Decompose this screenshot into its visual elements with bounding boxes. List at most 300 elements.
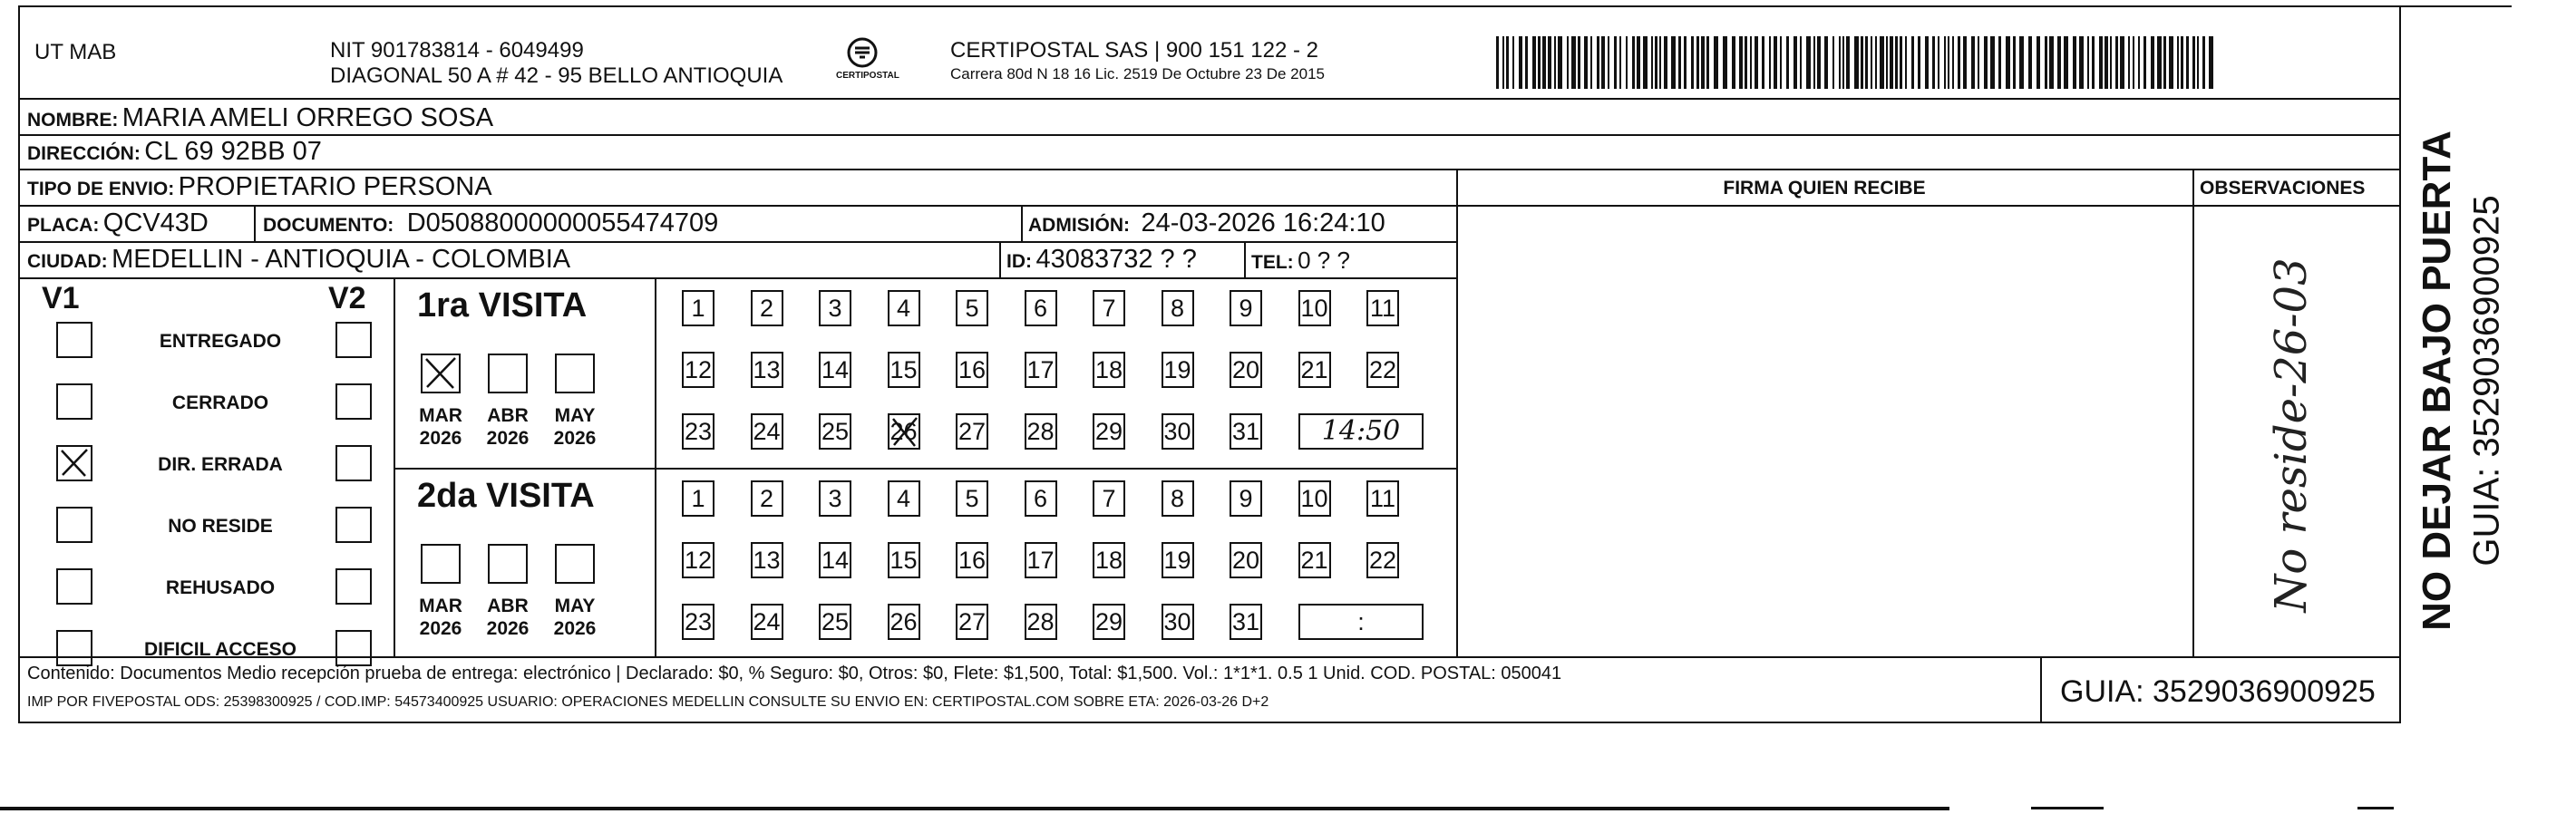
barcode-bar	[1905, 36, 1907, 89]
day-number: 16	[957, 356, 987, 383]
v1-checkbox[interactable]	[56, 445, 92, 481]
barcode-bar	[1659, 36, 1661, 89]
month-year: 2026	[486, 618, 530, 639]
barcode-bar	[2064, 36, 2068, 89]
day-cell[interactable]	[1298, 542, 1331, 578]
barcode-bar	[1590, 36, 1592, 89]
barcode-bar	[2057, 36, 2061, 89]
barcode-bar	[2209, 36, 2213, 89]
barcode-bar	[2133, 36, 2134, 89]
placa-label: PLACA:	[27, 215, 100, 236]
company-address: DIAGONAL 50 A # 42 - 95 BELLO ANTIOQUIA	[330, 63, 783, 88]
day-cell[interactable]	[956, 542, 988, 578]
day-number: 9	[1239, 295, 1253, 322]
day-number: 16	[957, 547, 987, 574]
barcode-bar	[2157, 36, 2162, 89]
day-number: 10	[1300, 485, 1328, 512]
check-x-mark	[58, 447, 91, 480]
v1-checkbox[interactable]	[56, 383, 92, 420]
barcode-bar	[2181, 36, 2183, 89]
day-cell[interactable]	[1230, 352, 1262, 388]
barcode-bar	[1632, 36, 1635, 89]
v2-checkbox[interactable]	[335, 322, 372, 358]
day-cell[interactable]	[751, 542, 783, 578]
barcode-bar	[1706, 36, 1709, 89]
month-year: 2026	[486, 428, 530, 449]
day-cell[interactable]	[888, 480, 920, 517]
barcode-bar	[1532, 36, 1536, 89]
v1-checkbox[interactable]	[56, 322, 92, 358]
barcode-bar	[1865, 36, 1868, 89]
day-cell[interactable]	[1162, 352, 1194, 388]
month-label	[481, 404, 535, 450]
barcode-bar	[1871, 36, 1872, 89]
status-label: DIR. ERRADA	[158, 454, 283, 475]
month-checkbox[interactable]	[421, 544, 461, 584]
certipostal-logo-icon	[831, 34, 894, 89]
barcode-bar	[1496, 36, 1499, 89]
day-cell[interactable]	[1025, 604, 1057, 640]
month-checkbox[interactable]	[421, 354, 461, 393]
v1-checkbox[interactable]	[56, 507, 92, 543]
day-cell[interactable]	[751, 352, 783, 388]
status-label: ENTREGADO	[159, 331, 282, 352]
day-number: 11	[1369, 295, 1396, 322]
day-number: 19	[1163, 356, 1191, 383]
month-checkbox[interactable]	[555, 354, 595, 393]
day-cell[interactable]	[1298, 290, 1331, 326]
day-number: 1	[691, 295, 705, 322]
day-cell[interactable]	[1366, 542, 1399, 578]
admision-value: 24-03-2026 16:24:10	[1141, 208, 1385, 237]
barcode-bar	[2163, 36, 2166, 89]
barcode-bar	[2177, 36, 2179, 89]
observaciones-header: OBSERVACIONES	[2200, 178, 2366, 199]
documento-label: DOCUMENTO:	[263, 215, 394, 236]
day-cell[interactable]	[1298, 480, 1331, 517]
tel-row	[1251, 247, 1350, 275]
barcode-bar	[1925, 36, 1929, 89]
day-cell[interactable]	[956, 480, 988, 517]
id-row	[1006, 245, 1197, 275]
day-cell[interactable]	[682, 290, 714, 326]
barcode-bar	[2045, 36, 2047, 89]
day-cell[interactable]	[1025, 352, 1057, 388]
barcode-bar	[2192, 36, 2195, 89]
direccion-row	[27, 137, 322, 167]
observation-handwriting: No reside-26-03	[2266, 257, 2317, 613]
barcode-bar	[1800, 36, 1802, 89]
nombre-row	[27, 103, 493, 133]
day-number: 21	[1300, 356, 1328, 383]
day-cell[interactable]	[1025, 413, 1057, 450]
carrier-address: Carrera 80d N 18 16 Lic. 2519 De Octubre 23 De 2015	[950, 65, 1325, 82]
day-cell[interactable]	[819, 413, 851, 450]
barcode-bar	[1762, 36, 1764, 89]
day-cell[interactable]	[1230, 604, 1262, 640]
day-number: 1	[691, 485, 705, 512]
day-cell[interactable]	[1366, 480, 1399, 517]
day-cell[interactable]	[1162, 542, 1194, 578]
day-cell[interactable]	[1230, 542, 1262, 578]
admision-label: ADMISIÓN:	[1028, 215, 1130, 236]
day-cell[interactable]	[956, 290, 988, 326]
firma-header: FIRMA QUIEN RECIBE	[1723, 178, 1926, 199]
barcode-bar	[1839, 36, 1841, 89]
barcode-bar	[2138, 36, 2140, 89]
month-checkbox[interactable]	[555, 544, 595, 584]
day-cell[interactable]	[819, 480, 851, 517]
day-cell[interactable]	[1093, 290, 1125, 326]
tipo-label: TIPO DE ENVIO:	[27, 179, 175, 199]
barcode-bar	[1944, 36, 1946, 89]
barcode-bar	[1963, 36, 1967, 89]
day-number: 24	[753, 418, 781, 445]
day-number: 29	[1094, 418, 1123, 445]
day-cell[interactable]	[819, 542, 851, 578]
day-cell[interactable]	[682, 542, 714, 578]
day-number: 10	[1300, 295, 1328, 322]
v1-checkbox[interactable]	[56, 568, 92, 605]
row-line-5	[18, 277, 1456, 279]
month-year: 2026	[419, 618, 462, 639]
barcode-bar	[1678, 36, 1681, 89]
day-cell[interactable]	[819, 290, 851, 326]
day-number: 14	[821, 356, 850, 383]
day-cell[interactable]	[888, 604, 920, 640]
row-line-3	[18, 205, 2399, 207]
day-cell[interactable]	[1162, 604, 1194, 640]
barcode-bar	[2019, 36, 2024, 89]
barcode-bar	[2092, 36, 2095, 89]
day-cell[interactable]	[888, 352, 920, 388]
barcode-bar	[1637, 36, 1640, 89]
month-name: ABR	[487, 405, 529, 426]
barcode-bar	[1895, 36, 1898, 89]
certipostal-logo	[831, 34, 899, 89]
company-nit: NIT 901783814 - 6049499	[330, 38, 584, 63]
month-label	[548, 595, 602, 640]
barcode-bar	[2079, 36, 2084, 89]
status-divider	[394, 277, 395, 656]
day-number: 26	[889, 418, 918, 445]
day-cell[interactable]	[682, 352, 714, 388]
day-cell[interactable]	[751, 290, 783, 326]
tel-label: TEL:	[1251, 252, 1294, 273]
ciudad-value: MEDELLIN - ANTIOQUIA - COLOMBIA	[112, 245, 571, 274]
footer-line-2: IMP POR FIVEPOSTAL ODS: 25398300925 / COD.IMP: 54573400925 USUARIO: OPERACIONES MEDELLIN CONSULTE SU ENVIO EN: CERTIPOSTAL.COM SOBRE ETA: 2026-03-26 D+2	[27, 694, 1269, 710]
logo-text: CERTIPOSTAL	[836, 71, 899, 81]
barcode-bar	[1932, 36, 1935, 89]
day-number: 2	[759, 295, 774, 322]
day-cell[interactable]	[751, 604, 783, 640]
barcode-bar	[1548, 36, 1551, 89]
day-cell[interactable]	[819, 352, 851, 388]
status-label: NO RESIDE	[168, 516, 273, 537]
status-label: REHUSADO	[165, 577, 276, 598]
day-number: 28	[1026, 418, 1055, 445]
month-name: MAY	[554, 596, 596, 616]
day-number: 7	[1102, 485, 1116, 512]
day-number: 27	[957, 608, 987, 635]
barcode-bar	[1842, 36, 1844, 89]
admision-row	[1028, 208, 1385, 238]
day-cell[interactable]	[1366, 352, 1399, 388]
id-value: 43083732 ? ?	[1035, 245, 1197, 274]
day-number: 31	[1231, 418, 1260, 445]
day-number: 26	[889, 608, 918, 635]
barcode-bar	[1723, 36, 1727, 89]
time-value: 14:50	[1321, 415, 1401, 447]
barcode-bar	[2073, 36, 2076, 89]
barcode-bar	[1571, 36, 1576, 89]
v2-checkbox[interactable]	[335, 383, 372, 420]
day-cell[interactable]	[751, 413, 783, 450]
barcode-bar	[1952, 36, 1954, 89]
documento-value: D05088000000055474709	[406, 208, 719, 237]
day-number: 8	[1170, 485, 1185, 512]
month-year: 2026	[553, 618, 597, 639]
id-label: ID:	[1006, 251, 1032, 272]
day-number: 4	[896, 295, 911, 322]
barcode-bar	[1525, 36, 1528, 89]
barcode-bar	[1643, 36, 1648, 89]
barcode-bar	[1886, 36, 1888, 89]
day-cell[interactable]	[1093, 352, 1125, 388]
barcode-bar	[1984, 36, 1988, 89]
barcode-bar	[1854, 36, 1859, 89]
bottom-rule	[18, 722, 2401, 723]
day-number: 27	[957, 418, 987, 445]
month-label	[481, 595, 535, 640]
v2-checkbox[interactable]	[335, 630, 372, 666]
barcode-bar	[1626, 36, 1628, 89]
v2-checkbox[interactable]	[335, 568, 372, 605]
barcode-bar	[1769, 36, 1771, 89]
day-number: 2	[759, 485, 774, 512]
barcode-bar	[1774, 36, 1777, 89]
day-cell[interactable]	[819, 604, 851, 640]
month-checkbox[interactable]	[488, 544, 528, 584]
barcode-bar	[1998, 36, 2001, 89]
barcode-bar	[1732, 36, 1735, 89]
nombre-value: MARIA AMELI ORREGO SOSA	[122, 103, 494, 132]
check-x-mark	[423, 355, 459, 392]
day-cell[interactable]	[1093, 413, 1125, 450]
direccion-label: DIRECCIÓN:	[27, 143, 141, 164]
day-cell[interactable]	[1366, 290, 1399, 326]
day-number: 30	[1163, 608, 1191, 635]
barcode-bar	[2120, 36, 2124, 89]
day-cell[interactable]	[1025, 480, 1057, 517]
day-number: 5	[965, 485, 979, 512]
day-number: 12	[684, 547, 713, 574]
visit-divider	[655, 277, 656, 656]
day-cell[interactable]	[751, 480, 783, 517]
day-number: 24	[753, 608, 781, 635]
day-cell[interactable]	[1093, 480, 1125, 517]
day-cell[interactable]	[956, 352, 988, 388]
month-checkbox[interactable]	[488, 354, 528, 393]
barcode-bar	[1990, 36, 1995, 89]
header-divider	[18, 98, 2399, 100]
barcode-bar	[1861, 36, 1863, 89]
right-rule	[2399, 5, 2401, 722]
day-cell[interactable]	[888, 290, 920, 326]
barcode-bar	[1714, 36, 1718, 89]
day-number: 29	[1094, 608, 1123, 635]
day-cell[interactable]	[1230, 290, 1262, 326]
no-dejar-bajo-puerta: NO DEJAR BAJO PUERTA	[2415, 131, 2459, 631]
footer-divider	[18, 656, 2399, 658]
month-year: 2026	[553, 428, 597, 449]
day-cell[interactable]	[1162, 290, 1194, 326]
left-rule	[18, 5, 20, 722]
day-cell[interactable]	[1230, 413, 1262, 450]
placa-row	[27, 208, 209, 238]
barcode-bar	[1512, 36, 1514, 89]
day-cell[interactable]	[1298, 352, 1331, 388]
day-number: 12	[684, 356, 713, 383]
barcode-bar	[1567, 36, 1569, 89]
firma-divider	[1456, 169, 1458, 656]
day-cell[interactable]	[956, 604, 988, 640]
barcode-bar	[1519, 36, 1522, 89]
barcode-bar	[1597, 36, 1599, 89]
barcode-bar	[1900, 36, 1902, 89]
time-value: :	[1357, 608, 1365, 635]
barcode-bar	[1655, 36, 1657, 89]
barcode-bar	[1750, 36, 1752, 89]
time-field[interactable]	[1298, 413, 1424, 450]
day-cell[interactable]	[888, 413, 920, 450]
barcode-bar	[1584, 36, 1588, 89]
day-number: 14	[821, 547, 850, 574]
barcode-bar	[1701, 36, 1705, 89]
month-label	[413, 404, 468, 450]
day-number: 25	[821, 418, 850, 445]
day-number: 13	[753, 547, 781, 574]
day-cell[interactable]	[1162, 413, 1194, 450]
day-cell[interactable]	[1093, 542, 1125, 578]
month-year: 2026	[419, 428, 462, 449]
day-number: 22	[1368, 356, 1397, 383]
day-cell[interactable]	[682, 604, 714, 640]
barcode-bar	[1918, 36, 1920, 89]
barcode-bar	[1684, 36, 1687, 89]
day-cell[interactable]	[1162, 480, 1194, 517]
visit-title: 1ra VISITA	[417, 286, 588, 325]
barcode-bar	[2049, 36, 2054, 89]
day-number: 15	[889, 547, 918, 574]
barcode-bar	[1502, 36, 1504, 89]
barcode-bar	[2036, 36, 2040, 89]
v2-checkbox[interactable]	[335, 507, 372, 543]
check-x-mark	[889, 415, 920, 450]
page-bottom-line-far	[2357, 807, 2394, 809]
obs-divider	[2192, 169, 2194, 656]
time-field[interactable]	[1298, 604, 1424, 640]
day-number: 21	[1300, 547, 1328, 574]
barcode-bar	[1506, 36, 1509, 89]
barcode-bar	[1978, 36, 1979, 89]
barcode-bar	[1880, 36, 1884, 89]
side-guia: GUIA: 3529036900925	[2466, 195, 2507, 567]
day-number: 18	[1094, 356, 1123, 383]
footer-line-1: Contenido: Documentos Medio recepción prueba de entrega: electrónico | Declarado: $0, % Seguro: $0, Otros: $0, Flete: $1,500, Total: $1,500. Vol.: 1*1*1. 0.5 1 Unid. COD. POSTAL: 050041	[27, 664, 1562, 683]
nombre-label: NOMBRE:	[27, 110, 119, 131]
tipo-value: PROPIETARIO PERSONA	[178, 172, 492, 201]
day-number: 4	[896, 485, 911, 512]
day-number: 3	[828, 295, 842, 322]
row-line-4	[18, 241, 1456, 243]
footer-guia-divider	[2040, 656, 2042, 722]
barcode-bar	[1538, 36, 1541, 89]
v1-label: V1	[42, 281, 80, 315]
barcode-bar	[1806, 36, 1811, 89]
direccion-value: CL 69 92BB 07	[144, 137, 322, 166]
day-cell[interactable]	[1230, 480, 1262, 517]
footer-guia: GUIA: 3529036900925	[2060, 674, 2376, 709]
row-line-2	[18, 169, 2399, 170]
barcode-bar	[1971, 36, 1975, 89]
id-divider	[999, 241, 1001, 277]
ciudad-row	[27, 245, 570, 275]
barcode-bar	[1817, 36, 1821, 89]
row-line-1	[18, 134, 2399, 136]
ciudad-label: CIUDAD:	[27, 251, 108, 272]
day-cell[interactable]	[1025, 542, 1057, 578]
barcode-bar	[1780, 36, 1782, 89]
barcode-bar	[1832, 36, 1834, 89]
barcode-bar	[1608, 36, 1609, 89]
day-cell[interactable]	[1093, 604, 1125, 640]
day-number: 23	[684, 608, 713, 635]
month-name: ABR	[487, 596, 529, 616]
day-cell[interactable]	[956, 413, 988, 450]
day-number: 30	[1163, 418, 1191, 445]
day-number: 17	[1026, 547, 1055, 574]
barcode-bar	[1911, 36, 1914, 89]
day-cell[interactable]	[682, 413, 714, 450]
barcode-bar	[1671, 36, 1676, 89]
tipo-row	[27, 172, 492, 202]
v2-checkbox[interactable]	[335, 445, 372, 481]
day-number: 25	[821, 608, 850, 635]
barcode-bar	[1578, 36, 1580, 89]
day-cell[interactable]	[682, 480, 714, 517]
v2-label: V2	[328, 281, 366, 315]
day-cell[interactable]	[1025, 290, 1057, 326]
month-label	[548, 404, 602, 450]
day-number: 18	[1094, 547, 1123, 574]
carrier-name: CERTIPOSTAL SAS | 900 151 122 - 2	[950, 38, 1318, 63]
barcode-bar	[1824, 36, 1828, 89]
day-cell[interactable]	[888, 542, 920, 578]
barcode-bar	[2128, 36, 2130, 89]
month-label	[413, 595, 468, 640]
status-label: CERRADO	[171, 392, 269, 413]
day-number: 15	[889, 356, 918, 383]
v1-checkbox[interactable]	[56, 630, 92, 666]
barcode-bar	[1554, 36, 1556, 89]
barcode-bar	[2099, 36, 2103, 89]
tel-value: 0 ? ?	[1298, 247, 1350, 274]
day-number: 31	[1231, 608, 1260, 635]
barcode-bar	[1696, 36, 1699, 89]
barcode-bar	[1542, 36, 1546, 89]
barcode-bar	[1739, 36, 1743, 89]
